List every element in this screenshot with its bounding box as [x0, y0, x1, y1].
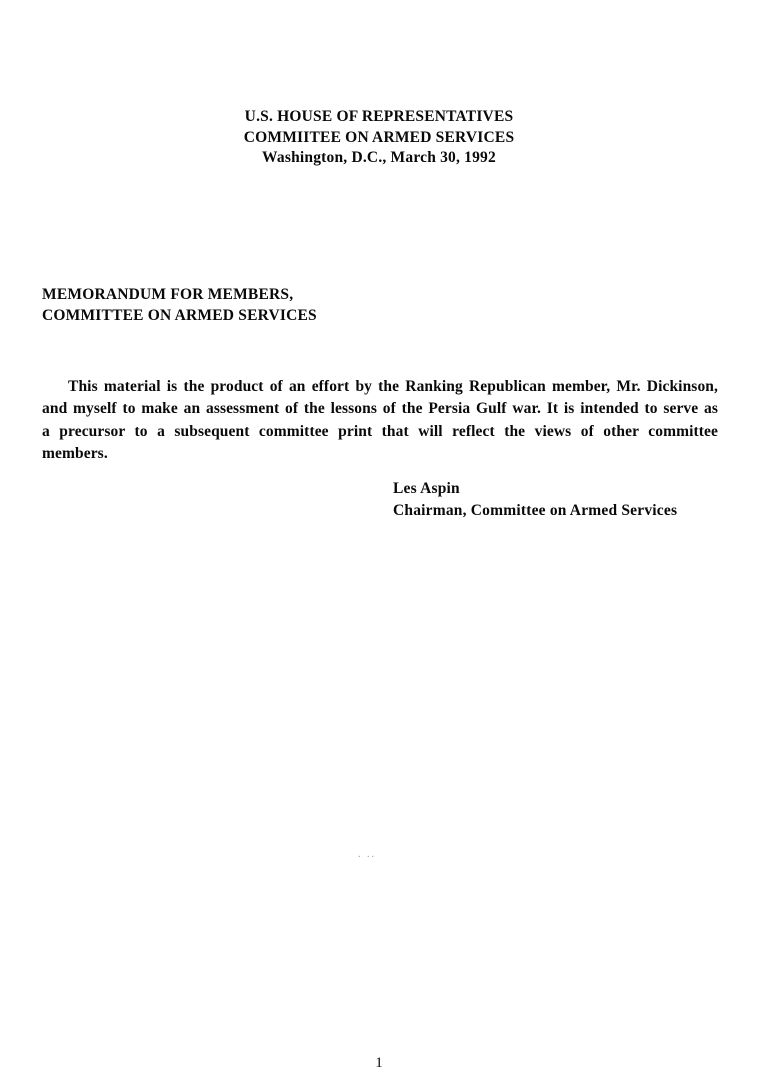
- memo-heading-line-1: MEMORANDUM FOR MEMBERS,: [42, 286, 294, 303]
- scan-artifact: . ..: [358, 849, 376, 860]
- signature-title: Chairman, Committee on Armed Services: [393, 501, 678, 519]
- signature-block: [393, 478, 677, 521]
- letterhead: [0, 107, 758, 169]
- letterhead-line-2: COMMIITEE ON ARMED SERVICES: [243, 128, 515, 146]
- memo-heading-line-2: COMMITTEE ON ARMED SERVICES: [42, 306, 317, 324]
- letterhead-line-3: Washington, D.C., March 30, 1992: [262, 149, 496, 166]
- signature-name: Les Aspin: [393, 480, 460, 497]
- page-number: 1: [375, 1055, 383, 1071]
- memo-body-paragraph: This material is the product of an effort by the Ranking Republican member, Mr. Dickinson, and myself to make an assessment of the lessons of the Persia Gulf war. It is intended to serve as a precursor to a subsequent committee print that will reflect the views of other committee members.: [42, 377, 718, 462]
- letterhead-line-1: U.S. HOUSE OF REPRESENTATIVES: [244, 108, 514, 125]
- memo-heading: [42, 285, 317, 326]
